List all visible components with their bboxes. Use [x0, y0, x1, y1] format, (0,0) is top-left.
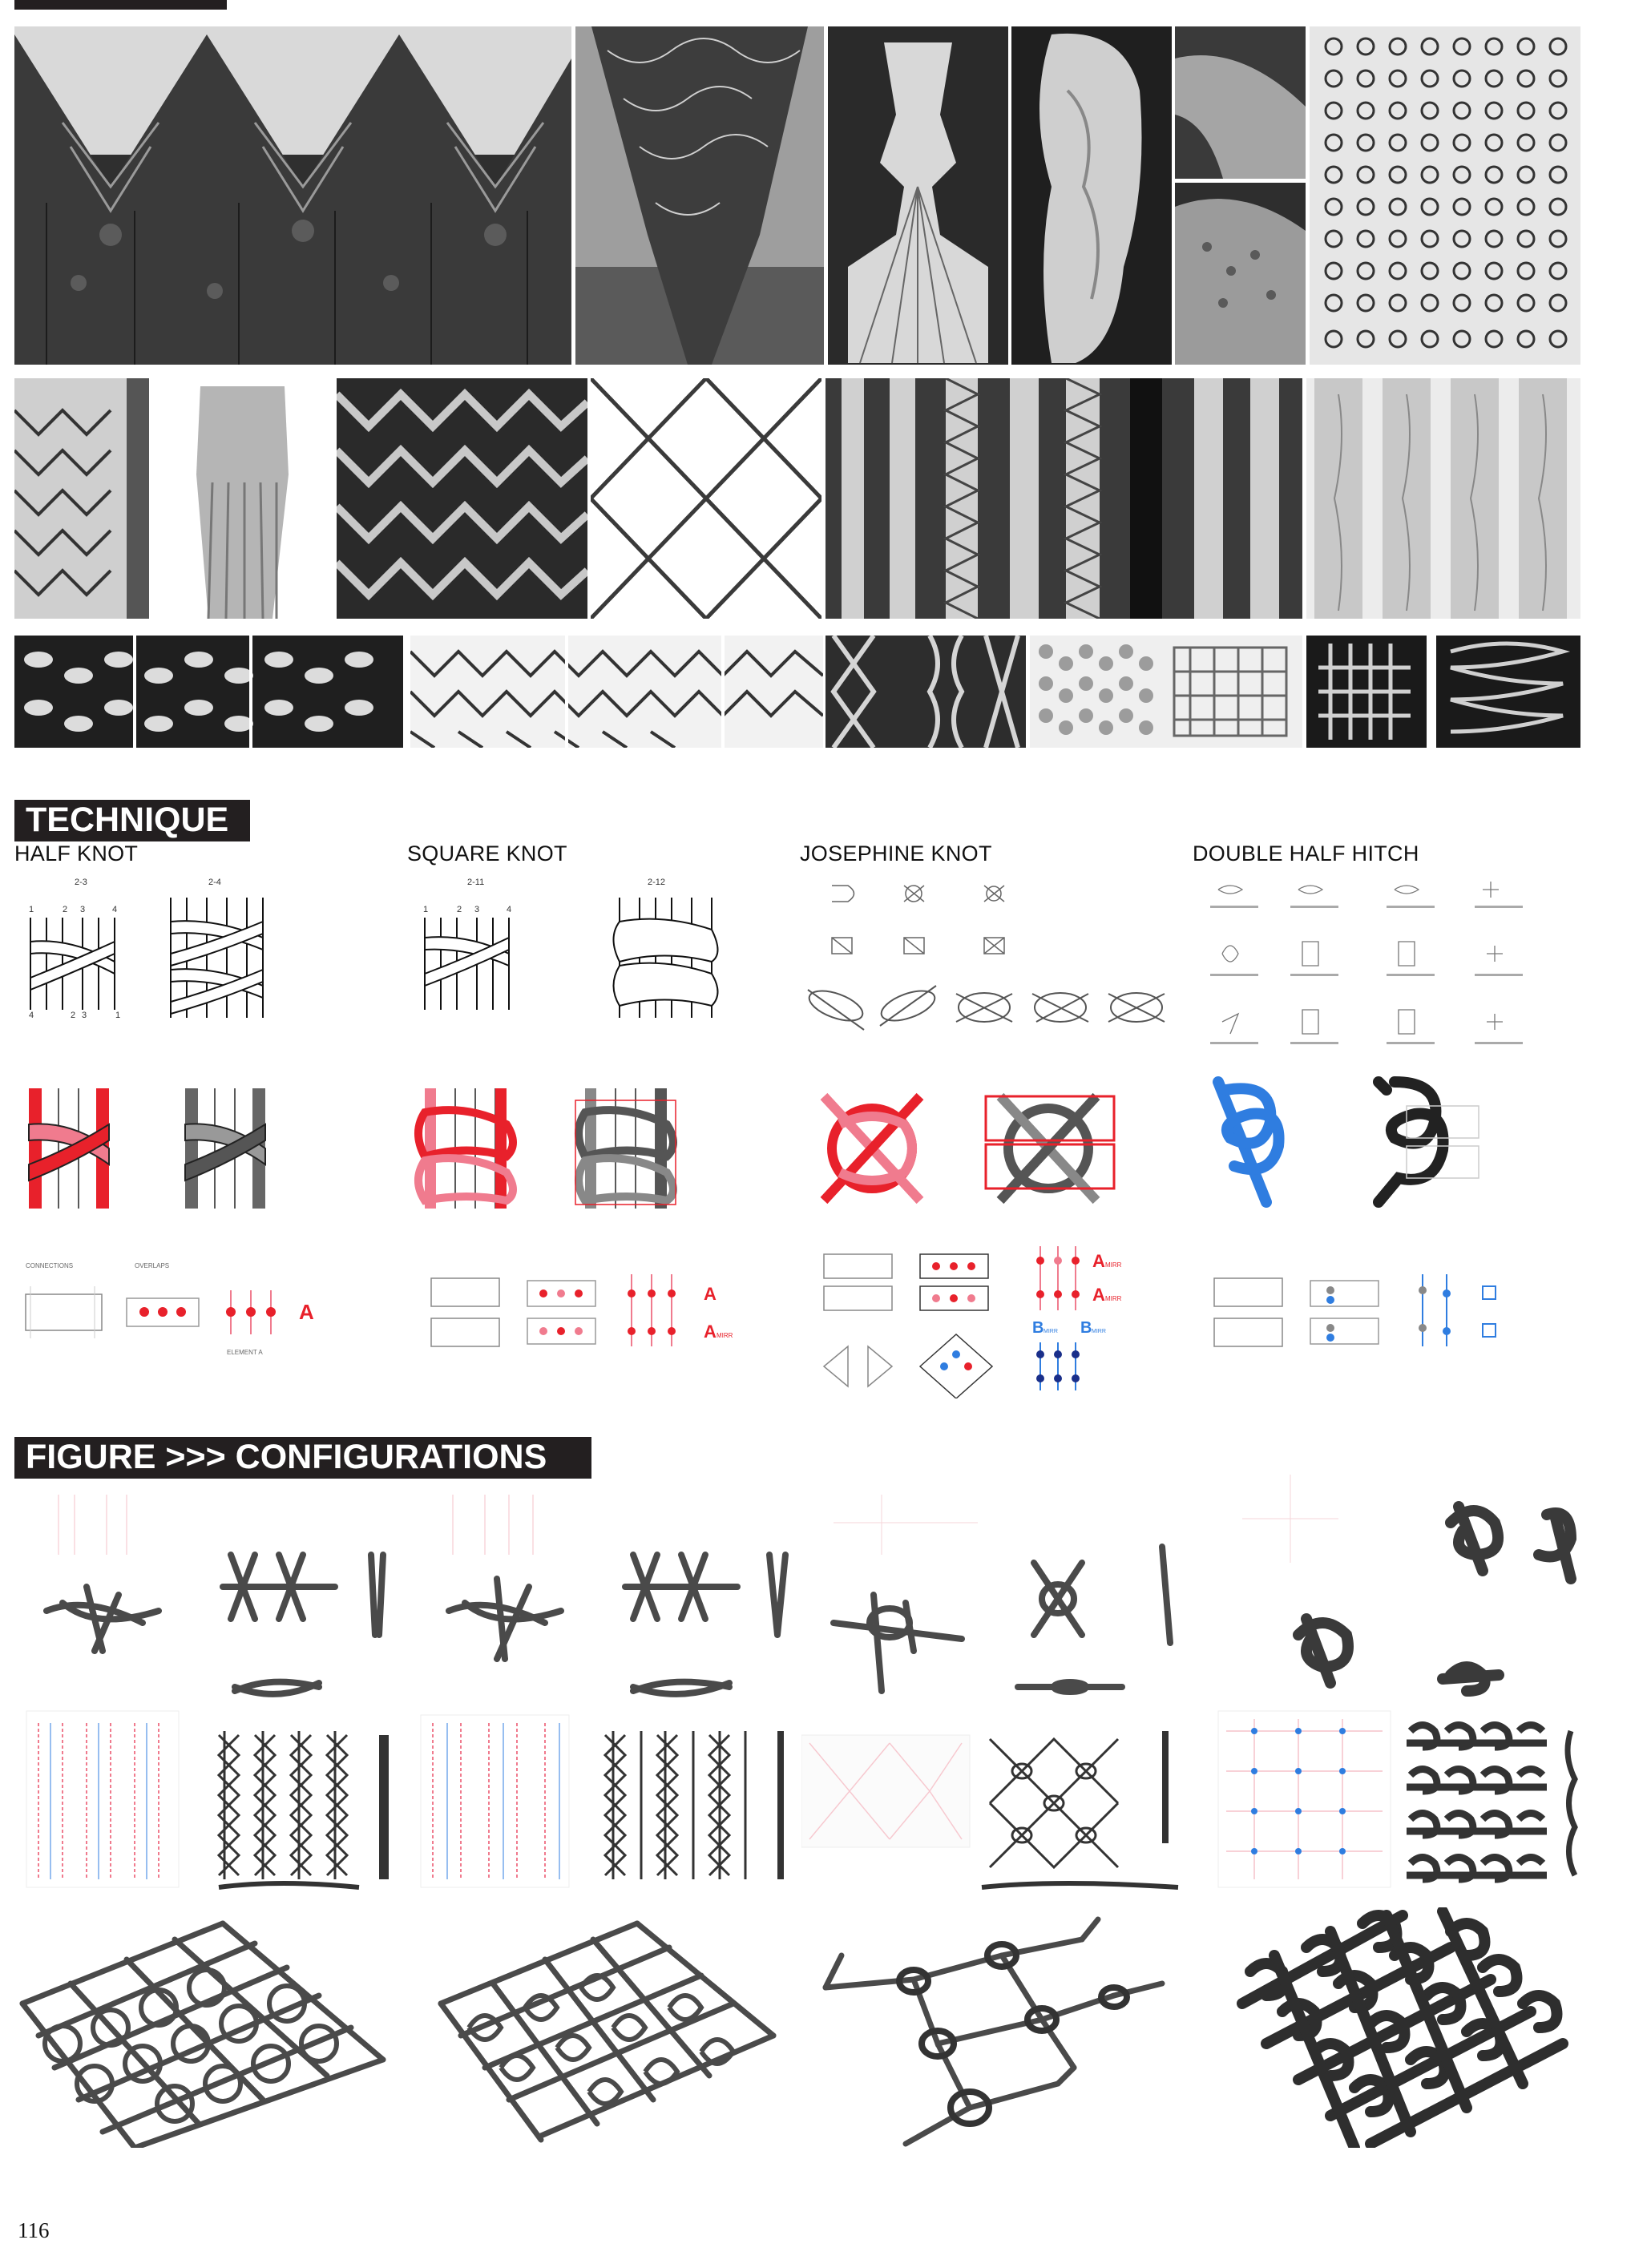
element-subscript: MIRR: [1092, 1329, 1106, 1334]
half-knot-pattern: [14, 1707, 407, 1891]
josephine-knot-diagram: [800, 870, 1185, 1038]
josephine-knot-color-diagram: [800, 1080, 1169, 1217]
macrame-dress-photo: [828, 26, 1008, 365]
diagram-number: 2-3: [75, 878, 87, 887]
element-caption: OVERLAPS: [135, 1262, 170, 1269]
strand-number: 2: [63, 905, 68, 914]
element-caption: CONNECTIONS: [26, 1262, 74, 1269]
half-knot-elements: [14, 1258, 335, 1362]
texture-strip-1: [14, 636, 403, 748]
texture-strip-3: [826, 636, 1026, 748]
square-knot-mesh-perspective: [437, 1907, 789, 2148]
half-knot-color-diagram: [14, 1080, 335, 1217]
page-number: 116: [18, 2218, 50, 2242]
texture-detail-photo-bottom: [1175, 183, 1306, 365]
texture-strip-5: [1306, 636, 1580, 748]
square-knot-color-diagram: [407, 1080, 728, 1217]
double-half-hitch-label: DOUBLE HALF HITCH: [1193, 841, 1419, 866]
square-knot-label: SQUARE KNOT: [407, 841, 567, 866]
strand-number: 2: [71, 1011, 76, 1020]
strand-number: 4: [507, 905, 512, 914]
element-subscript: MIRR: [1105, 1295, 1122, 1302]
josephine-knot-mesh-perspective: [817, 1907, 1170, 2148]
diagram-number: 2-4: [208, 878, 221, 887]
knot-catalog-photo: [1310, 26, 1580, 365]
josephine-knot-pattern: [801, 1707, 1194, 1891]
element-letter: A: [1092, 1251, 1105, 1271]
macrame-curtain-photo: [14, 26, 571, 365]
fringe-vessel-photo: [152, 378, 333, 619]
cord-strips-photo: [1306, 378, 1580, 619]
element-subscript: MIRR: [717, 1332, 733, 1339]
diagram-number: 2-11: [467, 878, 485, 887]
strand-number: 3: [474, 905, 480, 914]
element-letter: A: [1092, 1285, 1105, 1305]
josephine-knot-elements: [800, 1230, 1169, 1398]
double-half-hitch-pattern: [1210, 1707, 1587, 1891]
half-knot-3d-views: [14, 1491, 407, 1699]
element-letter: B: [1032, 1319, 1044, 1337]
braid-strips-photo: [826, 378, 1302, 619]
strand-number: 4: [29, 1011, 34, 1020]
strand-number: 4: [112, 905, 118, 914]
double-half-hitch-3d-views: [1218, 1475, 1587, 1699]
strand-number: 3: [82, 1011, 87, 1020]
figure-section-title: FIGURE >>> CONFIGURATIONS: [14, 1437, 591, 1479]
texture-detail-photo-top: [1175, 26, 1306, 179]
hanging-lace-photo: [575, 26, 824, 365]
strand-number: 1: [29, 905, 34, 914]
header-bar: [14, 0, 227, 10]
half-knot-label: HALF KNOT: [14, 841, 139, 866]
diagram-number: 2-12: [648, 878, 666, 887]
strand-number: 1: [423, 905, 429, 914]
half-knot-diagram: [14, 874, 303, 1026]
josephine-knot-3d-views: [817, 1491, 1210, 1699]
element-subscript: MIRR: [1105, 1261, 1122, 1269]
macrame-panel-photo: [14, 378, 149, 619]
element-letter: A: [704, 1322, 717, 1342]
net-mesh-photo: [591, 378, 821, 619]
strand-number: 3: [80, 905, 86, 914]
strand-number: 1: [115, 1011, 121, 1020]
element-letter: A: [299, 1300, 314, 1324]
element-letter: B: [1080, 1319, 1092, 1337]
josephine-knot-label: JOSEPHINE KNOT: [800, 841, 992, 866]
element-letter: A: [704, 1284, 717, 1304]
half-knot-mesh-perspective: [14, 1907, 399, 2148]
double-half-hitch-diagram: [1202, 874, 1531, 1058]
double-half-hitch-color-diagram: [1202, 1074, 1523, 1218]
square-knot-3d-views: [417, 1491, 809, 1699]
double-half-hitch-mesh-perspective: [1226, 1907, 1587, 2148]
woven-mesh-photo: [337, 378, 587, 619]
element-subscript: MIRR: [1043, 1329, 1058, 1334]
square-knot-pattern: [417, 1707, 809, 1891]
technique-section-title: TECHNIQUE: [14, 800, 250, 841]
sculpture-photo: [1011, 26, 1172, 365]
square-knot-diagram: [407, 874, 728, 1026]
texture-strip-4: [1030, 636, 1302, 748]
element-caption: ELEMENT A: [227, 1349, 263, 1356]
texture-strip-2: [410, 636, 823, 748]
double-half-hitch-elements: [1202, 1258, 1539, 1362]
strand-number: 2: [457, 905, 462, 914]
square-knot-elements: [407, 1258, 760, 1362]
